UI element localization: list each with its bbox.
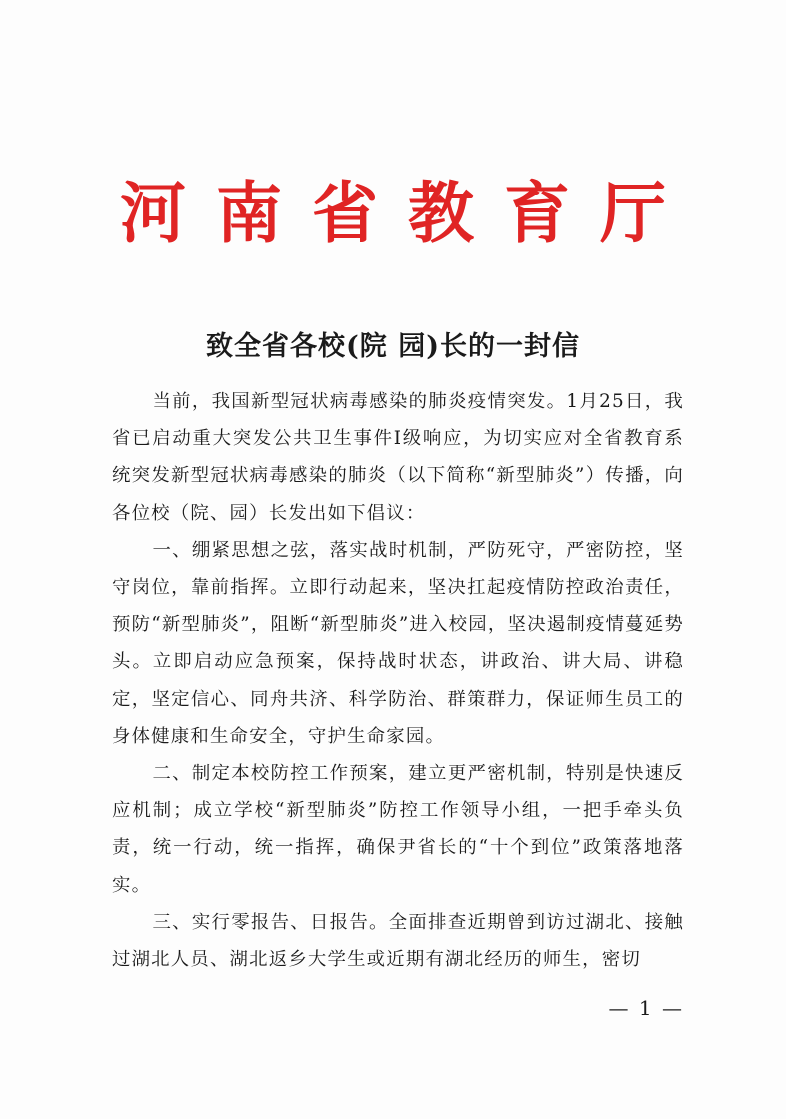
paragraph-item-1: 一、绷紧思想之弦，落实战时机制，严防死守，严密防控，坚守岗位，靠前指挥。立即行动起来，坚决扛起疫情防控政治责任，预防“新型肺炎”，阻断“新型肺炎”进入校园，坚决遏制疫情蔓延势头。立即启动应急预案，保持战时状态，讲政治、讲大局、讲稳定，坚定信心、同舟共济、科学防治、群策群力，保证师生员工的身体健康和生命安全，守护生命家园。 (112, 539, 684, 747)
paragraph-item-2: 二、制定本校防控工作预案，建立更严密机制，特别是快速反应机制；成立学校“新型肺炎”防控工作领导小组，一把手牵头负责，统一行动，统一指挥，确保尹省长的“十个到位”政策落地落实。 (112, 763, 684, 896)
letter-body (112, 383, 684, 978)
paragraph-intro: 当前，我国新型冠状病毒感染的肺炎疫情突发。1月25日，我省已启动重大突发公共卫生事件Ⅰ级响应，为切实应对全省教育系统突发新型冠状病毒感染的肺炎（以下简称“新型肺炎”）传播，向各位校（院、园）长发出如下倡议： (112, 391, 684, 524)
document-header: 河南省教育厅 (120, 174, 696, 252)
paragraph-item-3: 三、实行零报告、日报告。全面排查近期曾到访过湖北、接触过湖北人员、湖北返乡大学生或近期有湖北经历的师生，密切 (112, 911, 684, 971)
letter-title: 致全省各校(院 园)长的一封信 (206, 331, 580, 362)
page-number: — 1 — (608, 996, 684, 1020)
